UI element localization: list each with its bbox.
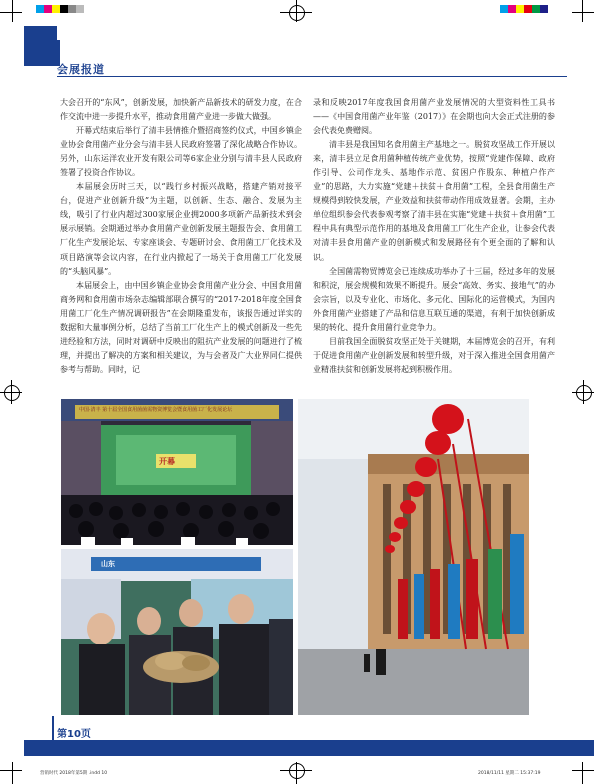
header-accent-block: [24, 26, 57, 66]
print-slug-left: 营销时代 2018年第5期 .indd 10: [40, 771, 108, 776]
section-title: 会展报道: [57, 63, 105, 76]
paragraph: 目前我国全面脱贫攻坚正处于关键期，本届博览会的召开，有利于促进食用菌产业创新发展和转型升级，对于深入推进全国食用菌产业精准扶贫和创新发展将起到积极作用。: [313, 336, 555, 374]
photo-officials-mushroom: [61, 549, 293, 715]
paragraph: 清丰县是我国知名食用菌主产基地之一。脱贫攻坚战工作开展以来，清丰县立足食用菌种植传统产业优势，按照“党建作保障、政府作引导、公司作龙头、基地作示范、贫困户作股东、种植户作产业”的思路，大力实施“党建＋扶贫＋食用菌”工程，全县食用菌生产规模得到较快发展，产业效益和扶贫带动作用成效显著。会期，主办单位组织参会代表参观考察了清丰县在实施“党建＋扶贫＋食用菌”工程中具有典型示范作用的基地及食用菌工厂化生产企业，让参会代表对清丰县食用菌产业的创新模式和发展路径有个更全面的了解和认识。: [313, 140, 555, 262]
stage-sign-text: 开幕: [159, 457, 175, 466]
paragraph: 录和反映2017年度我国食用菌产业发展情况的大型资料性工具书——《中国食用菌产业年鉴（2017）》在会期也向大会正式注册的参会代表免费赠阅。: [313, 98, 555, 136]
page-number: 第10页: [57, 729, 91, 740]
article-column-right: [313, 96, 555, 377]
print-slug-right: 2018/11/11 星期二 15:37:19: [478, 771, 541, 776]
footer-bar: [24, 740, 594, 756]
stage-banner-text: 中国·清丰 第十届全国食用菌菌需物资博览会暨食用菌工厂化发展论坛: [79, 407, 233, 413]
booth-sign-text: 山东: [101, 560, 115, 568]
paragraph: 本届展会上，由中国乡镇企业协会食用菌产业分会、中国食用菌商务网和食用菌市场杂志编辑部联合撰写的“2017-2018年度全国食用菌工厂化生产情况调研报告”在会期隆重发布，该报告通过详实的数据和大量事例分析，总结了当前工厂化生产上的模式创新及一些先进经验和方法，同时对调研中反映出的阻抗产业发展的问题进行了梳理，并提出了解决的方案和相关建议，为与会者及广大业界同仁提供参考与帮助。同时，记: [60, 280, 302, 374]
color-bar-right: [500, 5, 548, 13]
paragraph: 本届展会历时三天，以“践行乡村振兴战略，搭建产销对接平台，促进产业创新升级”为主题，以创新、生态、融合、发展为主线，吸引了行业内超过300家展企业拥2000多项新产品新技术到会展示展销。会期通过举办食用菌产业创新发展主题报告会、食用菌工厂化生产发展论坛、专家座谈会、专题研讨会、食用菌工厂化技术及项目路演等会议内容，在行业内掀起了一场关于食用菌工厂化发展的“头脑风暴”。: [60, 182, 302, 276]
paragraph: 全国菌需物贸博览会已连续成功举办了十三届，经过多年的发展和积淀，展会规模和效果不断提升。展会“高效、务实、接地气”的办会宗旨，以及专业化、市场化、多元化、国际化的运营模式，为国内外食用菌产业搭建了产品和信息互联互通的渠道，有利于加快创新成果的转化、提升食用菌行业竞争力。: [313, 266, 555, 332]
paragraph: 大会召开的“东风”，创新发展，加快新产品新技术的研发力度，在合作交流中进一步提升水平，推动食用菌产业进一步做大做强。: [60, 98, 302, 122]
photo-expo-building: [298, 399, 529, 715]
header-rule: [57, 76, 567, 77]
footer-vertical-rule: [52, 716, 54, 740]
paragraph: 开幕式结束后举行了清丰县情推介暨招商签约仪式，中国乡镇企业协会食用菌产业分会与清丰县人民政府签署了深化战略合作协议。另外，山东运洋农业开发有限公司等6家企业分别与清丰县人民政府签署了投资合作协议。: [60, 126, 302, 178]
color-bar: [36, 5, 84, 13]
article-column-left: [60, 96, 302, 377]
photo-opening-stage: [61, 399, 293, 545]
